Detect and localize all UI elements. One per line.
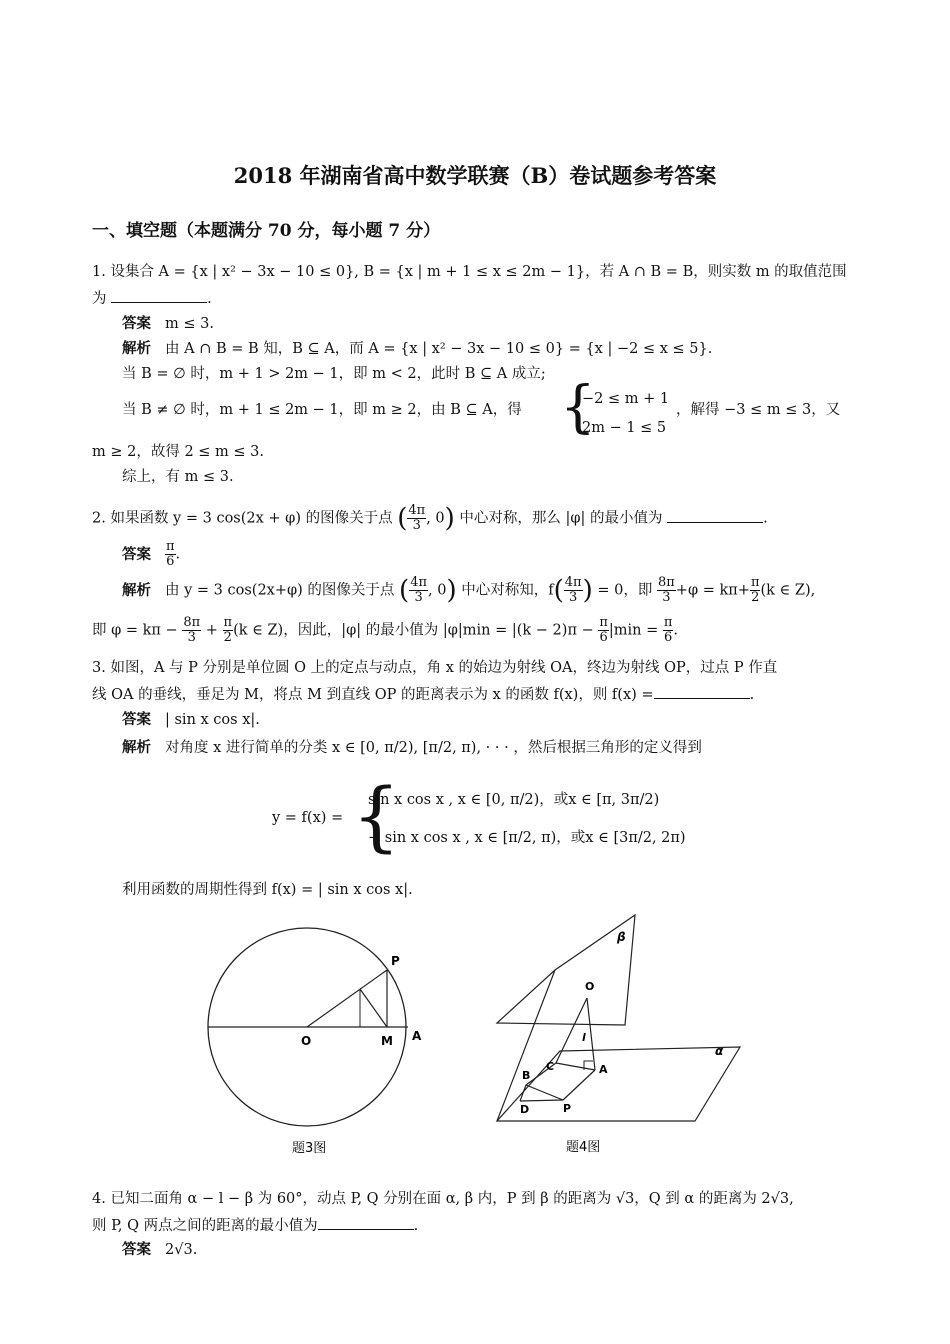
segment-dp [520,1100,563,1101]
label-l: l [582,1031,586,1044]
q2-question: 2. 如果函数 y = 3 cos(2x + φ) 的图像关于点 ( $\frac{4\pi}{3}$ , 0) 中心对称，那么 |φ| 的最小值为 . [92,503,768,534]
label-C: C [546,1060,555,1073]
q2-answer: 答案 $\frac{\pi}{6}$ . [122,539,181,569]
answer-label: 答案 [122,1241,151,1258]
solution-label: 解析 [122,739,151,756]
section-heading: 一、填空题（本题满分 70 分，每小题 7 分） [92,221,441,241]
q1-line1: 1. 设集合 A = {x | x² − 3x − 10 ≤ 0}, B = {x | m + 1 ≤ x ≤ 2m − 1}，若 A ∩ B = B，则实数 m 的取值范围 [92,264,847,280]
q3-case-2: − sin x cos x , x ∈ [π/2, π)，或x ∈ [3π/2, 2π) [368,830,686,846]
label-A: A [599,1063,608,1076]
segment-ca [556,1063,595,1070]
plane-beta [497,915,635,1025]
label-P: P [563,1102,572,1115]
plane-alpha [497,1047,740,1121]
q3-line2: 线 OA 的垂线，垂足为 M，将点 M 到直线 OP 的距离表示为 x 的函数 f(x)，则 f(x) = . [92,684,754,705]
q1-solution-1: 解析 由 A ∩ B = B 知，B ⊆ A，而 A = {x | x² − 3x − 10 ≤ 0} = {x | −2 ≤ x ≤ 5}. [122,340,713,357]
answer-label: 答案 [122,545,151,563]
q2-solution-1: 解析 由 y = 3 cos(2x+φ) 的图像关于点 ( $\frac{4\pi}{3}$ , 0) 中心对称知，f( $\frac{4\pi}{3}$ ) = 0，即 $\frac{8\pi}{3}$ +φ = kπ+ $\frac{\pi}{2}$ (k ∈ Z), [122,575,816,606]
q2-solution-2: 即 φ = kπ − $\frac{8\pi}{3}$ + $\frac{\pi}{2}$ (k ∈ Z)，因此，|φ| 的最小值为 |φ|min = |(k − 2)π − $\frac{\pi}{6}$ |min = $\frac{\pi}{6}$ . [92,615,679,645]
figure-4 [490,905,750,1165]
q1-system-brace: { [560,375,596,440]
segment-ap [563,1070,595,1100]
q3-answer: 答案 | sin x cos x|. [122,711,260,728]
q1-solution-5: 综上，有 m ≤ 3. [122,469,234,485]
segment-bp [526,1085,563,1100]
label-D: D [520,1103,530,1116]
answer-label: 答案 [122,711,151,728]
figure-3-caption: 题3图 [292,1141,327,1156]
q3-cases-brace: { [352,771,401,860]
q3-function-lhs: y = f(x) = [272,810,344,826]
q4-line2: 则 P, Q 两点之间的距离的最小值为 . [92,1215,418,1236]
answer-label: 答案 [122,315,151,332]
label-M: M [381,1034,393,1048]
q1-solution-4: m ≥ 2，故得 2 ≤ m ≤ 3. [92,444,264,460]
label-P: P [391,954,400,968]
label-B: B [522,1069,531,1082]
segment-oa [587,998,595,1070]
q3-solution-end: 利用函数的周期性得到 f(x) = | sin x cos x|. [122,882,413,898]
q4-answer: 答案 2√3. [122,1241,198,1258]
ray-op [307,970,387,1027]
label-O: O [585,980,595,993]
solution-label: 解析 [122,581,151,599]
q1-system-row2: 2m − 1 ≤ 5 [582,420,667,436]
figure-4-caption: 题4图 [566,1140,601,1155]
label-beta: β [617,930,626,944]
distance-segment [360,989,387,1027]
q4-line1: 4. 已知二面角 α − l − β 为 60°，动点 P, Q 分别在面 α, β 内，P 到 β 的距离为 √3，Q 到 α 的距离为 2√3, [92,1191,794,1207]
figure-3 [200,915,440,1165]
q2-blank [667,508,763,523]
label-O: O [301,1034,312,1048]
q1-solution-3b: ，解得 −3 ≤ m ≤ 3，又 [676,402,841,418]
q1-solution-2: 当 B = ∅ 时，m + 1 > 2m − 1，即 m < 2，此时 B ⊆ A 成立; [122,366,546,382]
q1-line2: 为 . [92,288,212,309]
q3-solution: 解析 对角度 x 进行简单的分类 x ∈ [0, π/2), [π/2, π), · · · ，然后根据三角形的定义得到 [122,739,702,756]
solution-label: 解析 [122,340,151,357]
q1-system-row1: −2 ≤ m + 1 [582,391,670,407]
segment-bd [520,1085,526,1101]
q1-blank [111,288,207,303]
q3-line1: 3. 如图，A 与 P 分别是单位圆 O 上的定点与动点，角 x 的始边为射线 OA，终边为射线 OP，过点 P 作直 [92,660,778,676]
q3-blank [654,684,750,699]
edge-l [497,970,555,1121]
q4-blank [318,1215,414,1230]
q1-answer: 答案 m ≤ 3. [122,315,214,332]
q3-case-1: sin x cos x , x ∈ [0, π/2)，或x ∈ [π, 3π/2) [368,792,660,808]
label-alpha: α [715,1044,724,1058]
label-A: A [412,1029,422,1043]
page-title: 2018 年湖南省高中数学联赛（B）卷试题参考答案 [233,163,717,188]
q1-solution-3a: 当 B ≠ ∅ 时，m + 1 ≤ 2m − 1，即 m ≥ 2，由 B ⊆ A，得 [122,402,522,418]
